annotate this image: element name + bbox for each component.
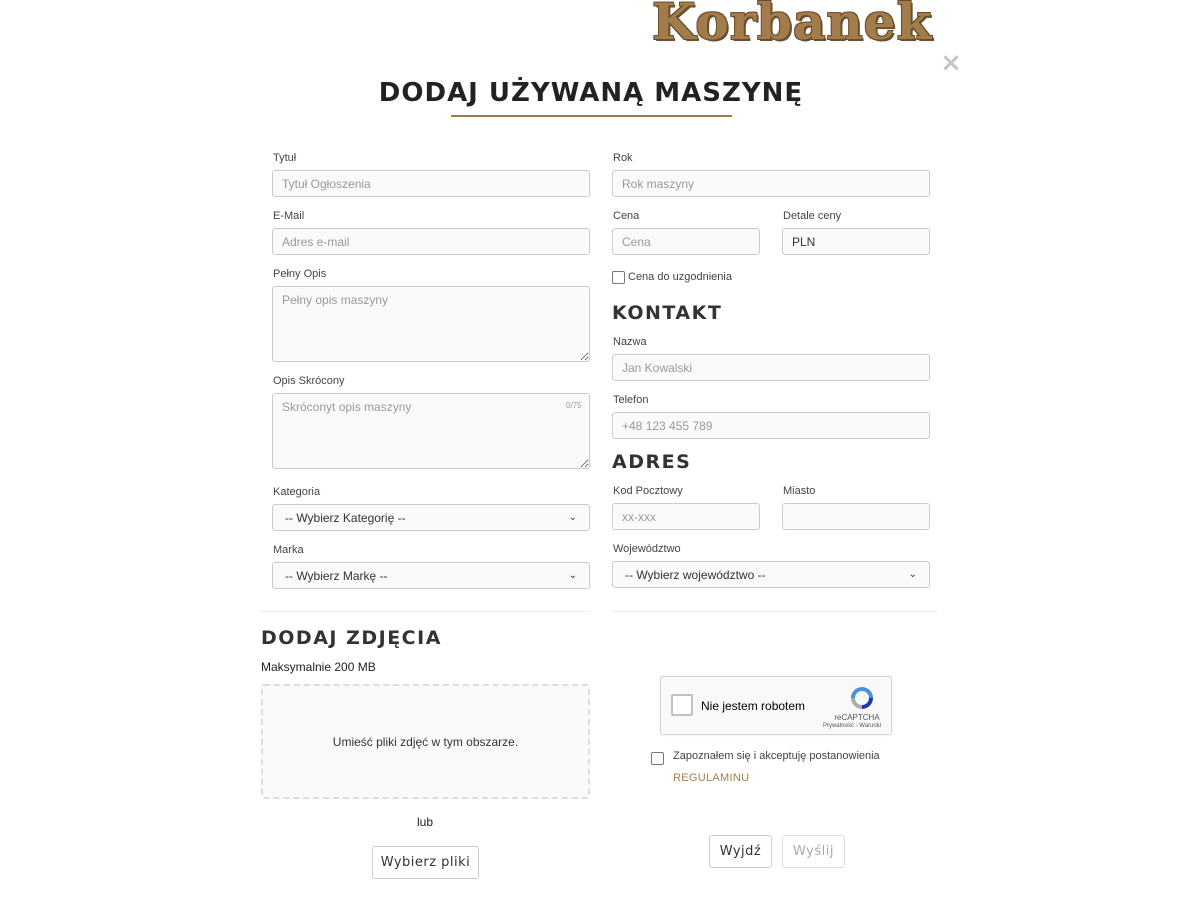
tytul-input[interactable] — [272, 170, 590, 197]
miasto-label: Miasto — [783, 485, 816, 497]
opis-skrocony-label: Opis Skrócony — [273, 375, 345, 387]
wojewodztwo-selected-value: -- Wybierz województwo -- — [625, 567, 766, 582]
miasto-input[interactable] — [782, 503, 930, 530]
marka-select[interactable] — [272, 562, 590, 589]
kategoria-select[interactable] — [272, 504, 590, 531]
submit-button[interactable]: Wyślij — [782, 835, 845, 868]
opis-skrocony-textarea[interactable] — [272, 393, 590, 469]
marka-label: Marka — [273, 544, 304, 556]
recaptcha-checkbox[interactable] — [671, 694, 693, 716]
recaptcha-widget — [660, 676, 892, 735]
exit-button[interactable]: Wyjdź — [709, 835, 772, 868]
email-label: E-Mail — [273, 210, 305, 222]
or-text: lub — [417, 815, 434, 829]
kod-pocztowy-label: Kod Pocztowy — [613, 485, 683, 497]
terms-checkbox[interactable] — [651, 752, 664, 765]
divider-left — [260, 611, 590, 612]
korbanek-logo[interactable]: Korbanek — [652, 0, 933, 51]
terms-text: Zapoznałem się i akceptuję postanowienia — [673, 750, 880, 762]
kontakt-heading: KONTAKT — [612, 302, 723, 324]
dropzone-text: Umieść pliki zdjęć w tym obszarze. — [332, 734, 519, 749]
kod-pocztowy-input[interactable] — [612, 503, 760, 530]
regulamin-link[interactable]: REGULAMINU — [673, 772, 750, 784]
recaptcha-label: Nie jestem robotem — [701, 699, 806, 713]
chevron-down-icon: ⌄ — [908, 569, 917, 580]
kategoria-selected-value: -- Wybierz Kategorię -- — [285, 510, 406, 525]
chevron-down-icon: ⌄ — [568, 570, 577, 581]
email-input[interactable] — [272, 228, 590, 255]
char-counter: 0/75 — [566, 401, 582, 410]
recaptcha-brand: reCAPTCHA — [834, 713, 880, 722]
cena-do-uzgodnienia-checkbox[interactable] — [612, 271, 625, 284]
close-icon[interactable]: × — [940, 48, 962, 78]
nazwa-label: Nazwa — [613, 336, 647, 348]
photo-dropzone[interactable] — [261, 684, 590, 799]
rok-input[interactable] — [612, 170, 930, 197]
detale-ceny-input[interactable] — [782, 228, 930, 255]
marka-selected-value: -- Wybierz Markę -- — [285, 568, 388, 583]
telefon-input[interactable] — [612, 412, 930, 439]
pelny-opis-label: Pełny Opis — [273, 268, 327, 280]
page-title: DODAJ UŻYWANĄ MASZYNĘ — [378, 78, 804, 108]
divider-right — [612, 611, 938, 612]
rok-label: Rok — [613, 152, 633, 164]
max-size-note: Maksymalnie 200 MB — [261, 660, 376, 674]
cena-do-uzgodnienia-label[interactable]: Cena do uzgodnienia — [628, 271, 732, 283]
detale-ceny-label: Detale ceny — [783, 210, 842, 222]
recaptcha-links[interactable]: Prywatność - Warunki — [822, 723, 882, 729]
chevron-down-icon: ⌄ — [568, 512, 577, 523]
nazwa-input[interactable] — [612, 354, 930, 381]
recaptcha-logo-icon — [849, 685, 875, 711]
choose-files-button[interactable]: Wybierz pliki — [372, 846, 479, 879]
title-underline — [451, 115, 732, 117]
cena-input[interactable] — [612, 228, 760, 255]
dodaj-zdjecia-heading: DODAJ ZDJĘCIA — [261, 627, 442, 649]
tytul-label: Tytuł — [273, 152, 297, 164]
kategoria-label: Kategoria — [273, 486, 321, 498]
adres-heading: ADRES — [612, 451, 692, 473]
wojewodztwo-label: Województwo — [613, 543, 681, 555]
telefon-label: Telefon — [613, 394, 649, 406]
pelny-opis-textarea[interactable] — [272, 286, 590, 362]
wojewodztwo-select[interactable] — [612, 561, 930, 588]
cena-label: Cena — [613, 210, 640, 222]
